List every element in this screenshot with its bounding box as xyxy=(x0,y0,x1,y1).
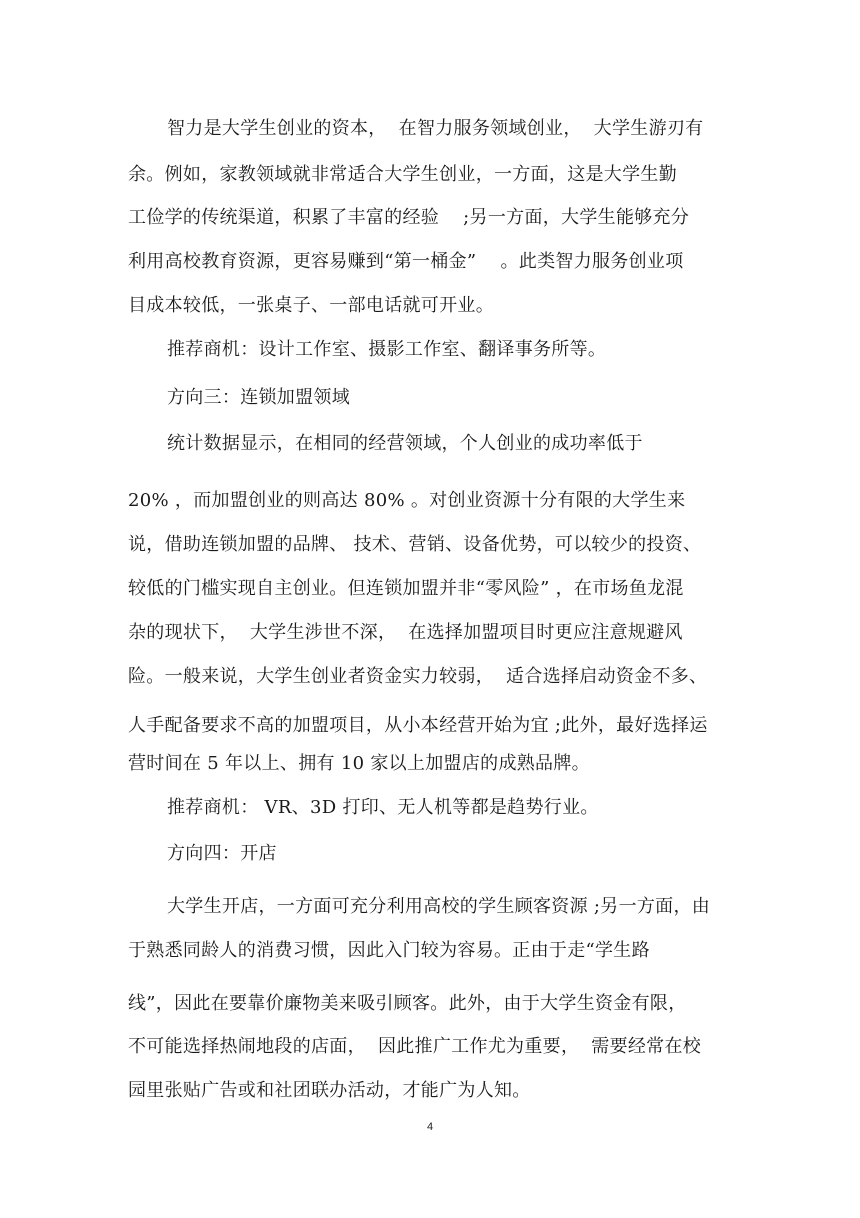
text-line: 利用高校教育资源，更容易赚到“第一桶金” 。此类智力服务创业项 xyxy=(128,251,684,272)
text-line: 险。一般来说，大学生创业者资金实力较弱， 适合选择启动资金不多、 xyxy=(128,666,708,687)
text-line: 营时间在 5 年以上、拥有 10 家以上加盟店的成熟品牌。 xyxy=(128,753,590,774)
text-line: 人手配备要求不高的加盟项目，从小本经营开始为宜 ;此外，最好选择运 xyxy=(128,715,708,736)
text-line: 智力是大学生创业的资本， 在智力服务领域创业， 大学生游刃有 xyxy=(167,118,704,139)
text-line: 杂的现状下， 大学生涉世不深， 在选择加盟项目时更应注意规避风 xyxy=(128,622,683,643)
text-line: 园里张贴广告或和社团联办活动，才能广为人知。 xyxy=(128,1080,531,1101)
text-line: 方向四：开店 xyxy=(167,843,277,864)
text-line: 工俭学的传统渠道，积累了丰富的经验 ;另一方面，大学生能够充分 xyxy=(128,207,690,228)
text-line: 方向三：连锁加盟领域 xyxy=(167,387,350,408)
text-line: 大学生开店，一方面可充分利用高校的学生顾客资源 ;另一方面，由 xyxy=(167,896,711,917)
text-line: 20% ，而加盟创业的则高达 80% 。对创业资源十分有限的大学生来 xyxy=(128,490,686,511)
text-line: 较低的门槛实现自主创业。但连锁加盟并非“零风险” ，在市场鱼龙混 xyxy=(128,578,684,599)
text-line: 推荐商机：设计工作室、摄影工作室、翻译事务所等。 xyxy=(167,339,607,360)
text-line: 余。例如，家教领域就非常适合大学生创业，一方面，这是大学生勤 xyxy=(128,164,677,185)
text-line: 目成本较低，一张桌子、一部电话就可开业。 xyxy=(128,295,494,316)
text-line: 统计数据显示，在相同的经营领域，个人创业的成功率低于 xyxy=(167,433,643,454)
page-number: 4 xyxy=(426,1121,434,1133)
text-line: 不可能选择热闹地段的店面， 因此推广工作尤为重要， 需要经常在校 xyxy=(128,1036,702,1057)
text-line: 于熟悉同龄人的消费习惯，因此入门较为容易。正由于走“学生路 xyxy=(128,940,650,961)
text-line: 线”，因此在要靠价廉物美来吸引顾客。此外，由于大学生资金有限， xyxy=(128,993,687,1014)
text-line: 推荐商机： VR、3D 打印、无人机等都是趋势行业。 xyxy=(167,797,599,818)
text-line: 说，借助连锁加盟的品牌、 技术、营销、设备优势，可以较少的投资、 xyxy=(128,534,702,555)
